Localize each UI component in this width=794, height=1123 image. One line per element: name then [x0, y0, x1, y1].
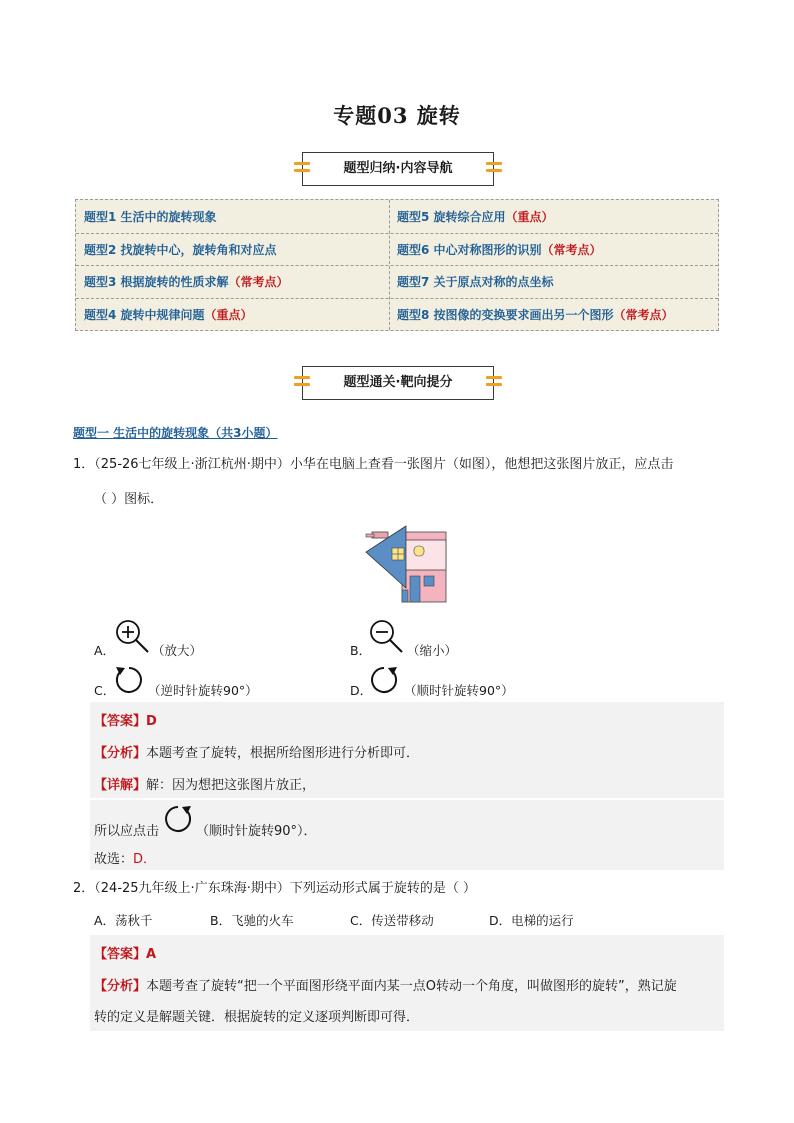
- option-a-text: （放大）: [152, 643, 203, 658]
- section-heading[interactable]: 题型一 生活中的旋转现象（共3小题）: [73, 426, 278, 440]
- q2-analysis-line2: 转的定义是解题关键．根据旋转的定义逐项判断即可得．: [94, 1010, 420, 1025]
- q1-detail: 【详解】解：因为想把这张图片放正，: [94, 778, 316, 793]
- practice-banner-text: 题型通关·靶向提分: [343, 375, 453, 390]
- nav-banner: [302, 152, 494, 186]
- banner-deco-icon: [486, 162, 502, 176]
- q1-analysis: 【分析】本题考查了旋转，根据所给图形进行分析即可．: [94, 746, 420, 761]
- question-2-text: 2．（24-25九年级上·广东珠海·期中）下列运动形式属于旋转的是（ ）: [73, 881, 476, 896]
- q1-detail-line2: 所以应点击: [94, 824, 160, 839]
- rotated-house-picture: [362, 524, 448, 606]
- nav-item-6[interactable]: 题型6 中心对称图形的识别（常考点）: [397, 243, 602, 257]
- banner-deco-icon: [486, 376, 502, 390]
- nav-banner-text: 题型归纳·内容导航: [343, 161, 453, 176]
- nav-item-1[interactable]: 题型1 生活中的旋转现象: [84, 210, 217, 224]
- option-b-text: （缩小）: [407, 643, 458, 658]
- question-1-text-line2: （ ）图标．: [94, 492, 164, 507]
- option-c-text: （逆时针旋转90°）: [148, 683, 258, 698]
- topic-nav-table: [75, 199, 719, 331]
- option-d-text: （顺时针旋转90°）: [404, 683, 514, 698]
- q1-choose: 故选：D．: [94, 852, 157, 867]
- nav-item-7[interactable]: 题型7 关于原点对称的点坐标: [397, 275, 554, 289]
- q2-option-c[interactable]: C．传送带移动: [350, 913, 434, 928]
- nav-item-3[interactable]: 题型3 根据旋转的性质求解（常考点）: [84, 275, 289, 289]
- q2-analysis: 【分析】本题考查了旋转“把一个平面图形绕平面内某一点O转动一个角度，叫做图形的旋转”，熟记旋: [94, 979, 677, 994]
- question-1-text: 1．（25-26七年级上·浙江杭州·期中）小华在电脑上查看一张图片（如图），他想把这张图片放正，应点击: [73, 457, 674, 472]
- nav-item-8[interactable]: 题型8 按图像的变换要求画出另一个图形（常考点）: [397, 308, 674, 322]
- rotate-clockwise-icon: [162, 802, 196, 836]
- nav-item-5[interactable]: 题型5 旋转综合应用（重点）: [397, 210, 554, 224]
- option-d[interactable]: D．: [350, 683, 373, 698]
- practice-banner: [302, 366, 494, 400]
- rotate-clockwise-icon[interactable]: [368, 663, 402, 697]
- option-a[interactable]: A．: [94, 643, 116, 658]
- q1-detail-line2-end: （顺时针旋转90°）．: [196, 824, 317, 839]
- zoom-out-icon[interactable]: [368, 618, 406, 656]
- q2-option-b[interactable]: B．飞驰的火车: [210, 913, 294, 928]
- nav-item-2[interactable]: 题型2 找旋转中心，旋转角和对应点: [84, 243, 277, 257]
- rotate-counterclockwise-icon[interactable]: [112, 663, 146, 697]
- nav-item-4[interactable]: 题型4 旋转中规律问题（重点）: [84, 308, 253, 322]
- option-c[interactable]: C．: [94, 683, 116, 698]
- banner-deco-icon: [294, 376, 310, 390]
- q2-option-d[interactable]: D．电梯的运行: [489, 913, 574, 928]
- q2-answer: 【答案】A: [94, 947, 157, 962]
- option-b[interactable]: B．: [350, 643, 372, 658]
- page-title: 专题03 旋转: [333, 103, 461, 128]
- q1-answer: 【答案】D: [94, 714, 157, 729]
- zoom-in-icon[interactable]: [114, 618, 152, 656]
- q2-option-a[interactable]: A．荡秋千: [94, 913, 153, 928]
- banner-deco-icon: [294, 162, 310, 176]
